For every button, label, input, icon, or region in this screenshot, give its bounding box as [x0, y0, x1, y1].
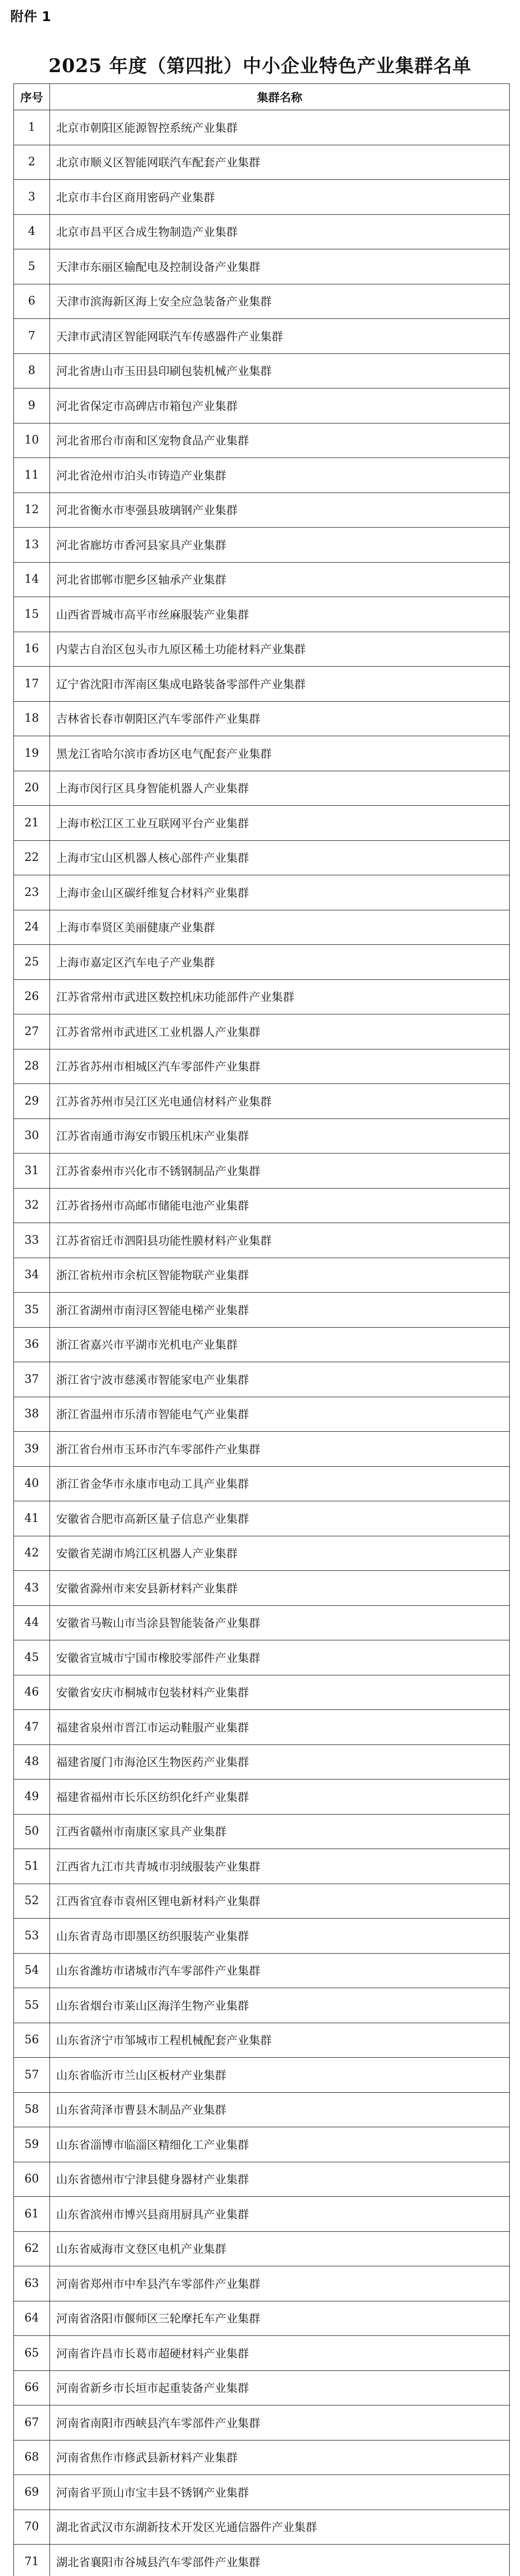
row-cluster-name: 江苏省苏州市吴江区光电通信材料产业集群 [50, 1084, 510, 1119]
row-cluster-name: 河北省衡水市枣强县玻璃钢产业集群 [50, 493, 510, 528]
attachment-label: 附件 1 [10, 9, 52, 25]
row-serial-number: 34 [14, 1258, 50, 1293]
row-serial-number: 1 [14, 110, 50, 145]
row-serial-number: 31 [14, 1154, 50, 1189]
row-cluster-name: 浙江省湖州市南浔区智能电梯产业集群 [50, 1293, 510, 1328]
table-row [14, 1675, 510, 1710]
table-row [14, 2336, 510, 2371]
row-cluster-name: 江苏省南通市海安市锻压机床产业集群 [50, 1118, 510, 1154]
table-row [14, 319, 510, 354]
row-serial-number: 43 [14, 1571, 50, 1606]
row-serial-number: 18 [14, 701, 50, 736]
table-row [14, 2023, 510, 2058]
row-cluster-name: 辽宁省沈阳市浑南区集成电路装备零部件产业集群 [50, 667, 510, 702]
row-serial-number: 36 [14, 1327, 50, 1362]
row-cluster-name: 北京市朝阳区能源智控系统产业集群 [50, 110, 510, 145]
table-row [14, 1154, 510, 1189]
table-row [14, 2127, 510, 2162]
row-serial-number: 6 [14, 284, 50, 319]
row-cluster-name: 江苏省常州市武进区工业机器人产业集群 [50, 1014, 510, 1049]
table-row [14, 2370, 510, 2405]
row-cluster-name: 河北省廊坊市香河县家具产业集群 [50, 528, 510, 563]
row-cluster-name: 北京市顺义区智能网联汽车配套产业集群 [50, 145, 510, 180]
table-row [14, 493, 510, 528]
row-serial-number: 27 [14, 1014, 50, 1049]
row-cluster-name: 天津市东丽区输配电及控制设备产业集群 [50, 249, 510, 284]
row-serial-number: 19 [14, 736, 50, 771]
table-row [14, 110, 510, 145]
row-cluster-name: 天津市滨海新区海上安全应急装备产业集群 [50, 284, 510, 319]
row-cluster-name: 黑龙江省哈尔滨市香坊区电气配套产业集群 [50, 736, 510, 771]
row-serial-number: 67 [14, 2405, 50, 2441]
row-serial-number: 13 [14, 528, 50, 563]
table-row [14, 2301, 510, 2336]
row-serial-number: 33 [14, 1223, 50, 1258]
row-cluster-name: 河北省唐山市玉田县印刷包装机械产业集群 [50, 353, 510, 388]
row-cluster-name: 浙江省金华市永康市电动工具产业集群 [50, 1466, 510, 1501]
row-serial-number: 51 [14, 1849, 50, 1884]
row-serial-number: 48 [14, 1744, 50, 1780]
row-serial-number: 53 [14, 1919, 50, 1954]
row-serial-number: 16 [14, 632, 50, 667]
row-serial-number: 45 [14, 1640, 50, 1675]
table-row [14, 528, 510, 563]
row-cluster-name: 河南省焦作市修武县新材料产业集群 [50, 2440, 510, 2475]
row-serial-number: 42 [14, 1536, 50, 1571]
table-row [14, 2405, 510, 2441]
row-cluster-name: 山东省德州市宁津县健身器材产业集群 [50, 2162, 510, 2197]
table-row [14, 1571, 510, 1606]
row-serial-number: 2 [14, 145, 50, 180]
table-row [14, 1501, 510, 1536]
row-cluster-name: 河南省南阳市西峡县汽车零部件产业集群 [50, 2405, 510, 2441]
row-serial-number: 20 [14, 771, 50, 806]
row-serial-number: 68 [14, 2440, 50, 2475]
row-cluster-name: 河北省沧州市泊头市铸造产业集群 [50, 458, 510, 493]
table-row [14, 1884, 510, 1919]
row-serial-number: 62 [14, 2231, 50, 2266]
row-serial-number: 28 [14, 1049, 50, 1084]
row-cluster-name: 河南省洛阳市偃师区三轮摩托车产业集群 [50, 2301, 510, 2336]
row-serial-number: 21 [14, 806, 50, 841]
table-row [14, 353, 510, 388]
table-row [14, 945, 510, 980]
row-cluster-name: 山东省威海市文登区电机产业集群 [50, 2231, 510, 2266]
table-row [14, 701, 510, 736]
table-row [14, 1397, 510, 1432]
row-serial-number: 35 [14, 1293, 50, 1328]
row-serial-number: 65 [14, 2336, 50, 2371]
table-row [14, 1640, 510, 1675]
table-row [14, 1466, 510, 1501]
row-serial-number: 25 [14, 945, 50, 980]
table-row [14, 1049, 510, 1084]
row-cluster-name: 江西省赣州市南康区家具产业集群 [50, 1814, 510, 1849]
row-serial-number: 52 [14, 1884, 50, 1919]
row-cluster-name: 浙江省杭州市余杭区智能物联产业集群 [50, 1258, 510, 1293]
table-row [14, 1744, 510, 1780]
row-serial-number: 9 [14, 388, 50, 423]
row-cluster-name: 上海市宝山区机器人核心部件产业集群 [50, 840, 510, 875]
row-cluster-name: 安徽省马鞍山市当涂县智能装备产业集群 [50, 1605, 510, 1640]
row-cluster-name: 福建省厦门市海沧区生物医药产业集群 [50, 1744, 510, 1780]
row-cluster-name: 河南省许昌市长葛市超硬材料产业集群 [50, 2336, 510, 2371]
row-serial-number: 12 [14, 493, 50, 528]
row-serial-number: 66 [14, 2370, 50, 2405]
table-row [14, 979, 510, 1014]
row-cluster-name: 江苏省宿迁市泗阳县功能性膜材料产业集群 [50, 1223, 510, 1258]
row-cluster-name: 河北省邯郸市肥乡区轴承产业集群 [50, 562, 510, 597]
row-serial-number: 15 [14, 597, 50, 632]
row-cluster-name: 山东省济宁市邹城市工程机械配套产业集群 [50, 2023, 510, 2058]
table-row [14, 1849, 510, 1884]
cluster-table [13, 83, 510, 2576]
header-cluster-name: 集群名称 [50, 84, 510, 110]
row-cluster-name: 山东省青岛市即墨区纺织服装产业集群 [50, 1919, 510, 1954]
row-cluster-name: 安徽省宣城市宁国市橡胶零部件产业集群 [50, 1640, 510, 1675]
table-row [14, 736, 510, 771]
row-cluster-name: 江苏省常州市武进区数控机床功能部件产业集群 [50, 979, 510, 1014]
row-serial-number: 71 [14, 2545, 50, 2576]
table-row [14, 910, 510, 945]
row-cluster-name: 上海市松江区工业互联网平台产业集群 [50, 806, 510, 841]
table-row [14, 1780, 510, 1815]
document-title: 2025 年度（第四批）中小企业特色产业集群名单 [48, 55, 472, 77]
row-cluster-name: 浙江省温州市乐清市智能电气产业集群 [50, 1397, 510, 1432]
table-row [14, 1710, 510, 1745]
row-serial-number: 7 [14, 319, 50, 354]
row-cluster-name: 上海市嘉定区汽车电子产业集群 [50, 945, 510, 980]
table-row [14, 249, 510, 284]
table-row [14, 562, 510, 597]
row-cluster-name: 天津市武清区智能网联汽车传感器件产业集群 [50, 319, 510, 354]
row-serial-number: 14 [14, 562, 50, 597]
table-row [14, 771, 510, 806]
table-row [14, 1988, 510, 2023]
table-row [14, 2545, 510, 2576]
row-serial-number: 64 [14, 2301, 50, 2336]
row-cluster-name: 上海市闵行区具身智能机器人产业集群 [50, 771, 510, 806]
row-serial-number: 5 [14, 249, 50, 284]
table-row [14, 667, 510, 702]
row-cluster-name: 山东省滨州市博兴县商用厨具产业集群 [50, 2197, 510, 2232]
row-serial-number: 23 [14, 875, 50, 910]
row-serial-number: 26 [14, 979, 50, 1014]
row-cluster-name: 吉林省长春市朝阳区汽车零部件产业集群 [50, 701, 510, 736]
row-cluster-name: 浙江省宁波市慈溪市智能家电产业集群 [50, 1362, 510, 1397]
row-cluster-name: 山东省临沂市兰山区板材产业集群 [50, 2058, 510, 2093]
row-cluster-name: 浙江省嘉兴市平湖市光机电产业集群 [50, 1327, 510, 1362]
row-serial-number: 38 [14, 1397, 50, 1432]
row-serial-number: 63 [14, 2266, 50, 2301]
row-cluster-name: 江苏省苏州市相城区汽车零部件产业集群 [50, 1049, 510, 1084]
table-row [14, 1293, 510, 1328]
row-serial-number: 10 [14, 423, 50, 458]
table-row [14, 2092, 510, 2127]
row-cluster-name: 山东省菏泽市曹县木制品产业集群 [50, 2092, 510, 2127]
table-row [14, 875, 510, 910]
row-serial-number: 40 [14, 1466, 50, 1501]
table-row [14, 2510, 510, 2545]
row-serial-number: 46 [14, 1675, 50, 1710]
table-row [14, 1536, 510, 1571]
row-serial-number: 3 [14, 180, 50, 215]
row-serial-number: 55 [14, 1988, 50, 2023]
row-cluster-name: 湖北省襄阳市谷城县汽车零部件产业集群 [50, 2545, 510, 2576]
row-serial-number: 69 [14, 2475, 50, 2510]
table-row [14, 1188, 510, 1223]
row-serial-number: 41 [14, 1501, 50, 1536]
row-serial-number: 49 [14, 1780, 50, 1815]
row-serial-number: 57 [14, 2058, 50, 2093]
row-serial-number: 50 [14, 1814, 50, 1849]
row-serial-number: 70 [14, 2510, 50, 2545]
table-row [14, 1605, 510, 1640]
table-row [14, 284, 510, 319]
row-cluster-name: 河北省邢台市南和区宠物食品产业集群 [50, 423, 510, 458]
table-row [14, 1362, 510, 1397]
row-serial-number: 60 [14, 2162, 50, 2197]
row-cluster-name: 北京市昌平区合成生物制造产业集群 [50, 214, 510, 249]
table-row [14, 597, 510, 632]
table-row [14, 1118, 510, 1154]
row-cluster-name: 上海市金山区碳纤维复合材料产业集群 [50, 875, 510, 910]
row-cluster-name: 福建省福州市长乐区纺织化纤产业集群 [50, 1780, 510, 1815]
table-row [14, 2231, 510, 2266]
table-row [14, 1814, 510, 1849]
row-cluster-name: 河南省新乡市长垣市起重装备产业集群 [50, 2370, 510, 2405]
row-cluster-name: 福建省泉州市晋江市运动鞋服产业集群 [50, 1710, 510, 1745]
row-cluster-name: 山东省潍坊市诸城市汽车零部件产业集群 [50, 1953, 510, 1988]
table-row [14, 458, 510, 493]
row-cluster-name: 浙江省台州市玉环市汽车零部件产业集群 [50, 1432, 510, 1467]
table-row [14, 806, 510, 841]
table-row [14, 2162, 510, 2197]
row-cluster-name: 河南省郑州市中牟县汽车零部件产业集群 [50, 2266, 510, 2301]
table-row [14, 145, 510, 180]
table-row [14, 1223, 510, 1258]
table-row [14, 1258, 510, 1293]
row-cluster-name: 山东省淄博市临淄区精细化工产业集群 [50, 2127, 510, 2162]
row-cluster-name: 山西省晋城市高平市丝麻服装产业集群 [50, 597, 510, 632]
row-cluster-name: 安徽省滁州市来安县新材料产业集群 [50, 1571, 510, 1606]
table-row [14, 180, 510, 215]
table-row [14, 1919, 510, 1954]
table-row [14, 1432, 510, 1467]
row-serial-number: 11 [14, 458, 50, 493]
table-row [14, 1084, 510, 1119]
table-row [14, 1327, 510, 1362]
row-cluster-name: 江苏省扬州市高邮市储能电池产业集群 [50, 1188, 510, 1223]
row-serial-number: 61 [14, 2197, 50, 2232]
row-cluster-name: 湖北省武汉市东湖新技术开发区光通信器件产业集群 [50, 2510, 510, 2545]
row-cluster-name: 内蒙古自治区包头市九原区稀土功能材料产业集群 [50, 632, 510, 667]
row-serial-number: 58 [14, 2092, 50, 2127]
row-cluster-name: 河南省平顶山市宝丰县不锈钢产业集群 [50, 2475, 510, 2510]
row-serial-number: 22 [14, 840, 50, 875]
row-serial-number: 56 [14, 2023, 50, 2058]
row-serial-number: 29 [14, 1084, 50, 1119]
table-row [14, 840, 510, 875]
row-serial-number: 8 [14, 353, 50, 388]
row-cluster-name: 江西省九江市共青城市羽绒服装产业集群 [50, 1849, 510, 1884]
row-cluster-name: 北京市丰台区商用密码产业集群 [50, 180, 510, 215]
table-row [14, 632, 510, 667]
row-serial-number: 44 [14, 1605, 50, 1640]
table-row [14, 2197, 510, 2232]
table-row [14, 1014, 510, 1049]
row-serial-number: 47 [14, 1710, 50, 1745]
row-cluster-name: 江苏省泰州市兴化市不锈钢制品产业集群 [50, 1154, 510, 1189]
row-serial-number: 37 [14, 1362, 50, 1397]
table-header-row [14, 84, 510, 110]
row-cluster-name: 山东省烟台市莱山区海洋生物产业集群 [50, 1988, 510, 2023]
row-serial-number: 30 [14, 1118, 50, 1154]
row-serial-number: 24 [14, 910, 50, 945]
row-cluster-name: 河北省保定市高碑店市箱包产业集群 [50, 388, 510, 423]
row-serial-number: 17 [14, 667, 50, 702]
row-cluster-name: 安徽省安庆市桐城市包装材料产业集群 [50, 1675, 510, 1710]
table-row [14, 2475, 510, 2510]
table-row [14, 1953, 510, 1988]
table-row [14, 2440, 510, 2475]
table-row [14, 214, 510, 249]
table-body [14, 110, 510, 2576]
table-row [14, 388, 510, 423]
row-serial-number: 59 [14, 2127, 50, 2162]
row-cluster-name: 江西省宜春市袁州区锂电新材料产业集群 [50, 1884, 510, 1919]
table-row [14, 2058, 510, 2093]
row-serial-number: 4 [14, 214, 50, 249]
table-row [14, 423, 510, 458]
row-cluster-name: 安徽省合肥市高新区量子信息产业集群 [50, 1501, 510, 1536]
header-serial-number: 序号 [14, 84, 50, 110]
row-serial-number: 32 [14, 1188, 50, 1223]
row-cluster-name: 上海市奉贤区美丽健康产业集群 [50, 910, 510, 945]
row-serial-number: 54 [14, 1953, 50, 1988]
table-row [14, 2266, 510, 2301]
row-cluster-name: 安徽省芜湖市鸠江区机器人产业集群 [50, 1536, 510, 1571]
row-serial-number: 39 [14, 1432, 50, 1467]
